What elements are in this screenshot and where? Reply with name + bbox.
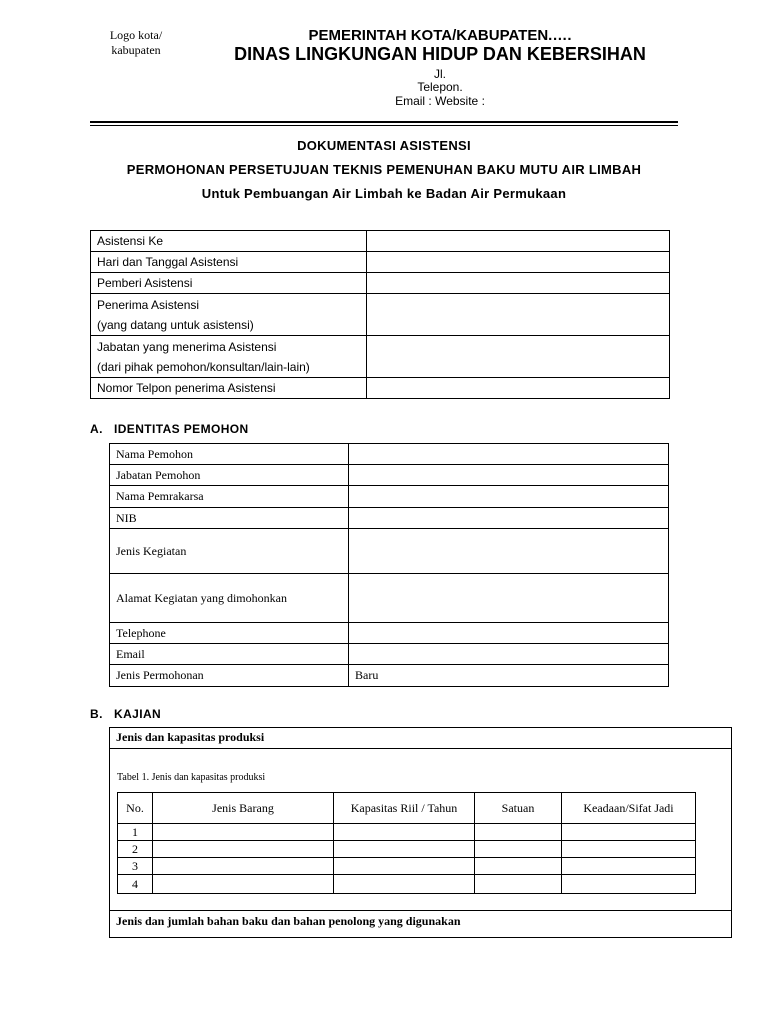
row-label: Nomor Telpon penerima Asistensi [91,378,367,399]
row-number: 3 [118,858,153,875]
row-label: Hari dan Tanggal Asistensi [91,252,367,273]
address-line: Jl. [434,67,446,81]
row-value-field[interactable] [349,644,669,665]
email-website-line: Email : Website : [395,94,485,108]
row-value-field[interactable] [349,529,669,574]
production-box-title: Jenis dan kapasitas produksi [110,728,732,749]
table-row [91,252,670,273]
cell-field[interactable] [475,841,562,858]
column-header-no: No. [118,793,153,824]
table-row [110,486,669,508]
table-row [110,508,669,529]
cell-field[interactable] [562,875,696,894]
table-row [110,529,669,574]
cell-field[interactable] [153,858,334,875]
row-label: Alamat Kegiatan yang dimohonkan [110,574,349,623]
row-value-field[interactable] [349,444,669,465]
row-value-field[interactable]: Baru [349,665,669,687]
cell-field[interactable] [562,824,696,841]
document-title: DOKUMENTASI ASISTENSI [297,138,471,153]
production-box-body [110,749,732,911]
column-header-unit: Satuan [475,793,562,824]
production-capacity-table [117,792,696,894]
section-b-heading: B. KAJIAN [90,707,162,721]
table-header-row [118,793,696,824]
column-header-item: Jenis Barang [153,793,334,824]
table-row [110,911,732,938]
table-row [91,378,670,399]
row-label: Asistensi Ke [91,231,367,252]
phone-line: Telepon. [417,80,463,94]
table-row [118,875,696,894]
row-number: 4 [118,875,153,894]
row-label: Email [110,644,349,665]
row-label: Nama Pemohon [110,444,349,465]
cell-field[interactable] [334,841,475,858]
table-row [110,644,669,665]
row-value-field[interactable] [349,623,669,644]
table-row [91,273,670,294]
column-header-capacity: Kapasitas Riil / Tahun [334,793,475,824]
table-row [91,231,670,252]
document-subtitle: PERMOHONAN PERSETUJUAN TEKNIS PEMENUHAN BAKU MUTU AIR LIMBAH [126,162,642,177]
row-label [91,336,367,378]
row-value-field[interactable] [367,378,670,399]
cell-field[interactable] [334,858,475,875]
table-row [91,336,670,378]
cell-field[interactable] [475,858,562,875]
row-label: NIB [110,508,349,529]
materials-box-title: Jenis dan jumlah bahan baku dan bahan penolong yang digunakan [110,911,732,938]
row-number: 2 [118,841,153,858]
row-label: Jenis Permohonan [110,665,349,687]
row-label: Telephone [110,623,349,644]
row-label: Pemberi Asistensi [91,273,367,294]
row-label [91,294,367,336]
row-value-field[interactable] [367,252,670,273]
cell-field[interactable] [334,824,475,841]
cell-field[interactable] [475,875,562,894]
row-label: Nama Pemrakarsa [110,486,349,508]
logo-placeholder: Logo kota/ kabupaten [109,28,163,57]
document-subtitle-2: Untuk Pembuangan Air Limbah ke Badan Air Permukaan [201,186,567,201]
header-divider-thick [90,121,678,123]
row-label-line: Jabatan yang menerima Asistensi [97,339,277,354]
row-label-note: (dari pihak pemohon/konsultan/lain-lain) [97,359,310,374]
row-value-field[interactable] [349,574,669,623]
row-value-field[interactable] [367,336,670,378]
row-value-field[interactable] [349,486,669,508]
section-a-heading: A. IDENTITAS PEMOHON [90,422,249,436]
table-row [110,444,669,465]
row-number: 1 [118,824,153,841]
table-row [118,824,696,841]
row-label: Jabatan Pemohon [110,465,349,486]
row-value-field[interactable] [367,231,670,252]
column-header-condition: Keadaan/Sifat Jadi [562,793,696,824]
table-row [110,665,669,687]
table-row [110,574,669,623]
cell-field[interactable] [153,824,334,841]
row-label: Jenis Kegiatan [110,529,349,574]
government-name: PEMERINTAH KOTA/KABUPATEN.…. [308,27,572,44]
table-row [91,294,670,336]
cell-field[interactable] [334,875,475,894]
cell-field[interactable] [562,858,696,875]
table-row [110,728,732,749]
table-row [110,749,732,911]
table-row [110,465,669,486]
table-row [118,841,696,858]
table-row [118,858,696,875]
header-divider-thin [90,125,678,126]
row-value-field[interactable] [367,273,670,294]
table-caption: Tabel 1. Jenis dan kapasitas produksi [117,772,266,783]
row-value-field[interactable] [349,508,669,529]
cell-field[interactable] [562,841,696,858]
applicant-identity-table [109,443,669,687]
table-row [110,623,669,644]
cell-field[interactable] [153,841,334,858]
agency-name: DINAS LINGKUNGAN HIDUP DAN KEBERSIHAN [234,44,646,64]
cell-field[interactable] [475,824,562,841]
study-table [109,727,732,938]
row-value-field[interactable] [367,294,670,336]
row-label-note: (yang datang untuk asistensi) [97,317,254,332]
cell-field[interactable] [153,875,334,894]
row-value-field[interactable] [349,465,669,486]
assistance-table [90,230,670,399]
row-label-line: Penerima Asistensi [97,297,200,312]
